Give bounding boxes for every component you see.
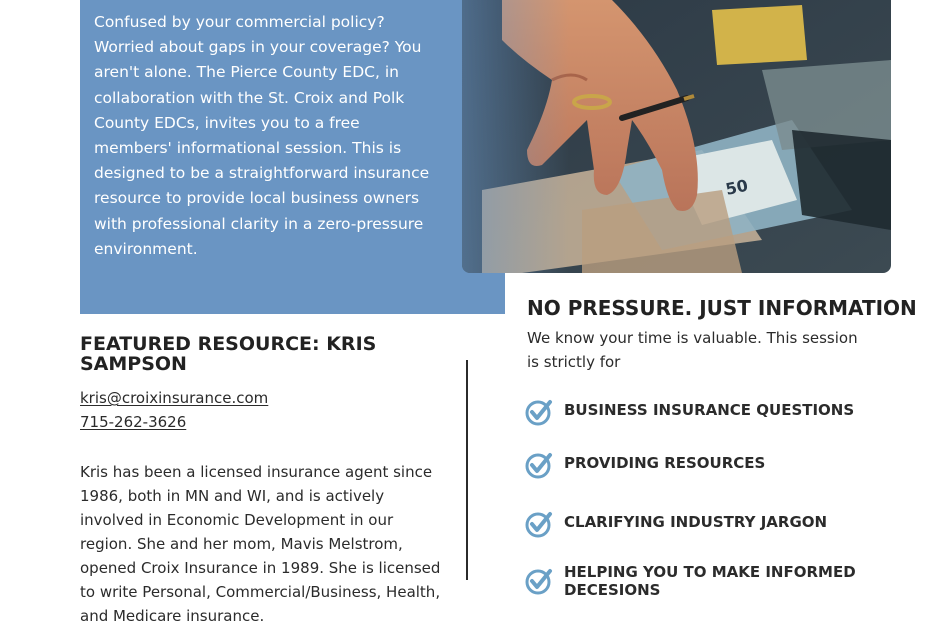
check-circle-icon [525,510,553,538]
column-divider [466,360,468,580]
checklist-item [525,451,905,491]
no-pressure-title: NO PRESSURE. JUST INFORMATION [527,296,917,320]
checklist-item-label: BUSINESS INSURANCE QUESTIONS [564,401,855,419]
checklist-item-label: PROVIDING RESOURCES [564,454,766,472]
check-circle-icon [525,398,553,426]
email-link[interactable]: kris@croixinsurance.com [80,389,269,407]
checklist-item [525,398,905,438]
checklist-item [525,563,905,607]
intro-paragraph: Confused by your commercial policy? Worried about gaps in your coverage? You aren't alone. The Pierce County EDC, in collaboration with the St. Croix and Polk County EDCs, invites you to a free members' informational session. This is designed to be a straightforward insurance resource to provide local business owners with professional clarity in a zero-pressure environment. [94,13,430,258]
checklist-item-label: HELPING YOU TO MAKE INFORMED DECESIONS [564,563,856,599]
phone-link[interactable]: 715-262-3626 [80,413,187,431]
featured-resource-title: FEATURED RESOURCE: KRIS SAMPSON [80,333,377,375]
featured-bio: Kris has been a licensed insurance agent since 1986, both in MN and WI, and is actively involved in Economic Development in our region. She and her mom, Mavis Melstrom, opened Croix Insurance in 1989. She is licensed to write Personal, Commercial/Business, Health, and Medicare insurance. [80,463,441,625]
check-circle-icon [525,567,553,595]
check-circle-icon [525,451,553,479]
checklist-item [525,510,905,550]
no-pressure-description: We know your time is valuable. This session is strictly for [527,329,858,371]
checklist-item-label: CLARIFYING INDUSTRY JARGON [564,513,828,531]
money-photo [462,0,891,273]
